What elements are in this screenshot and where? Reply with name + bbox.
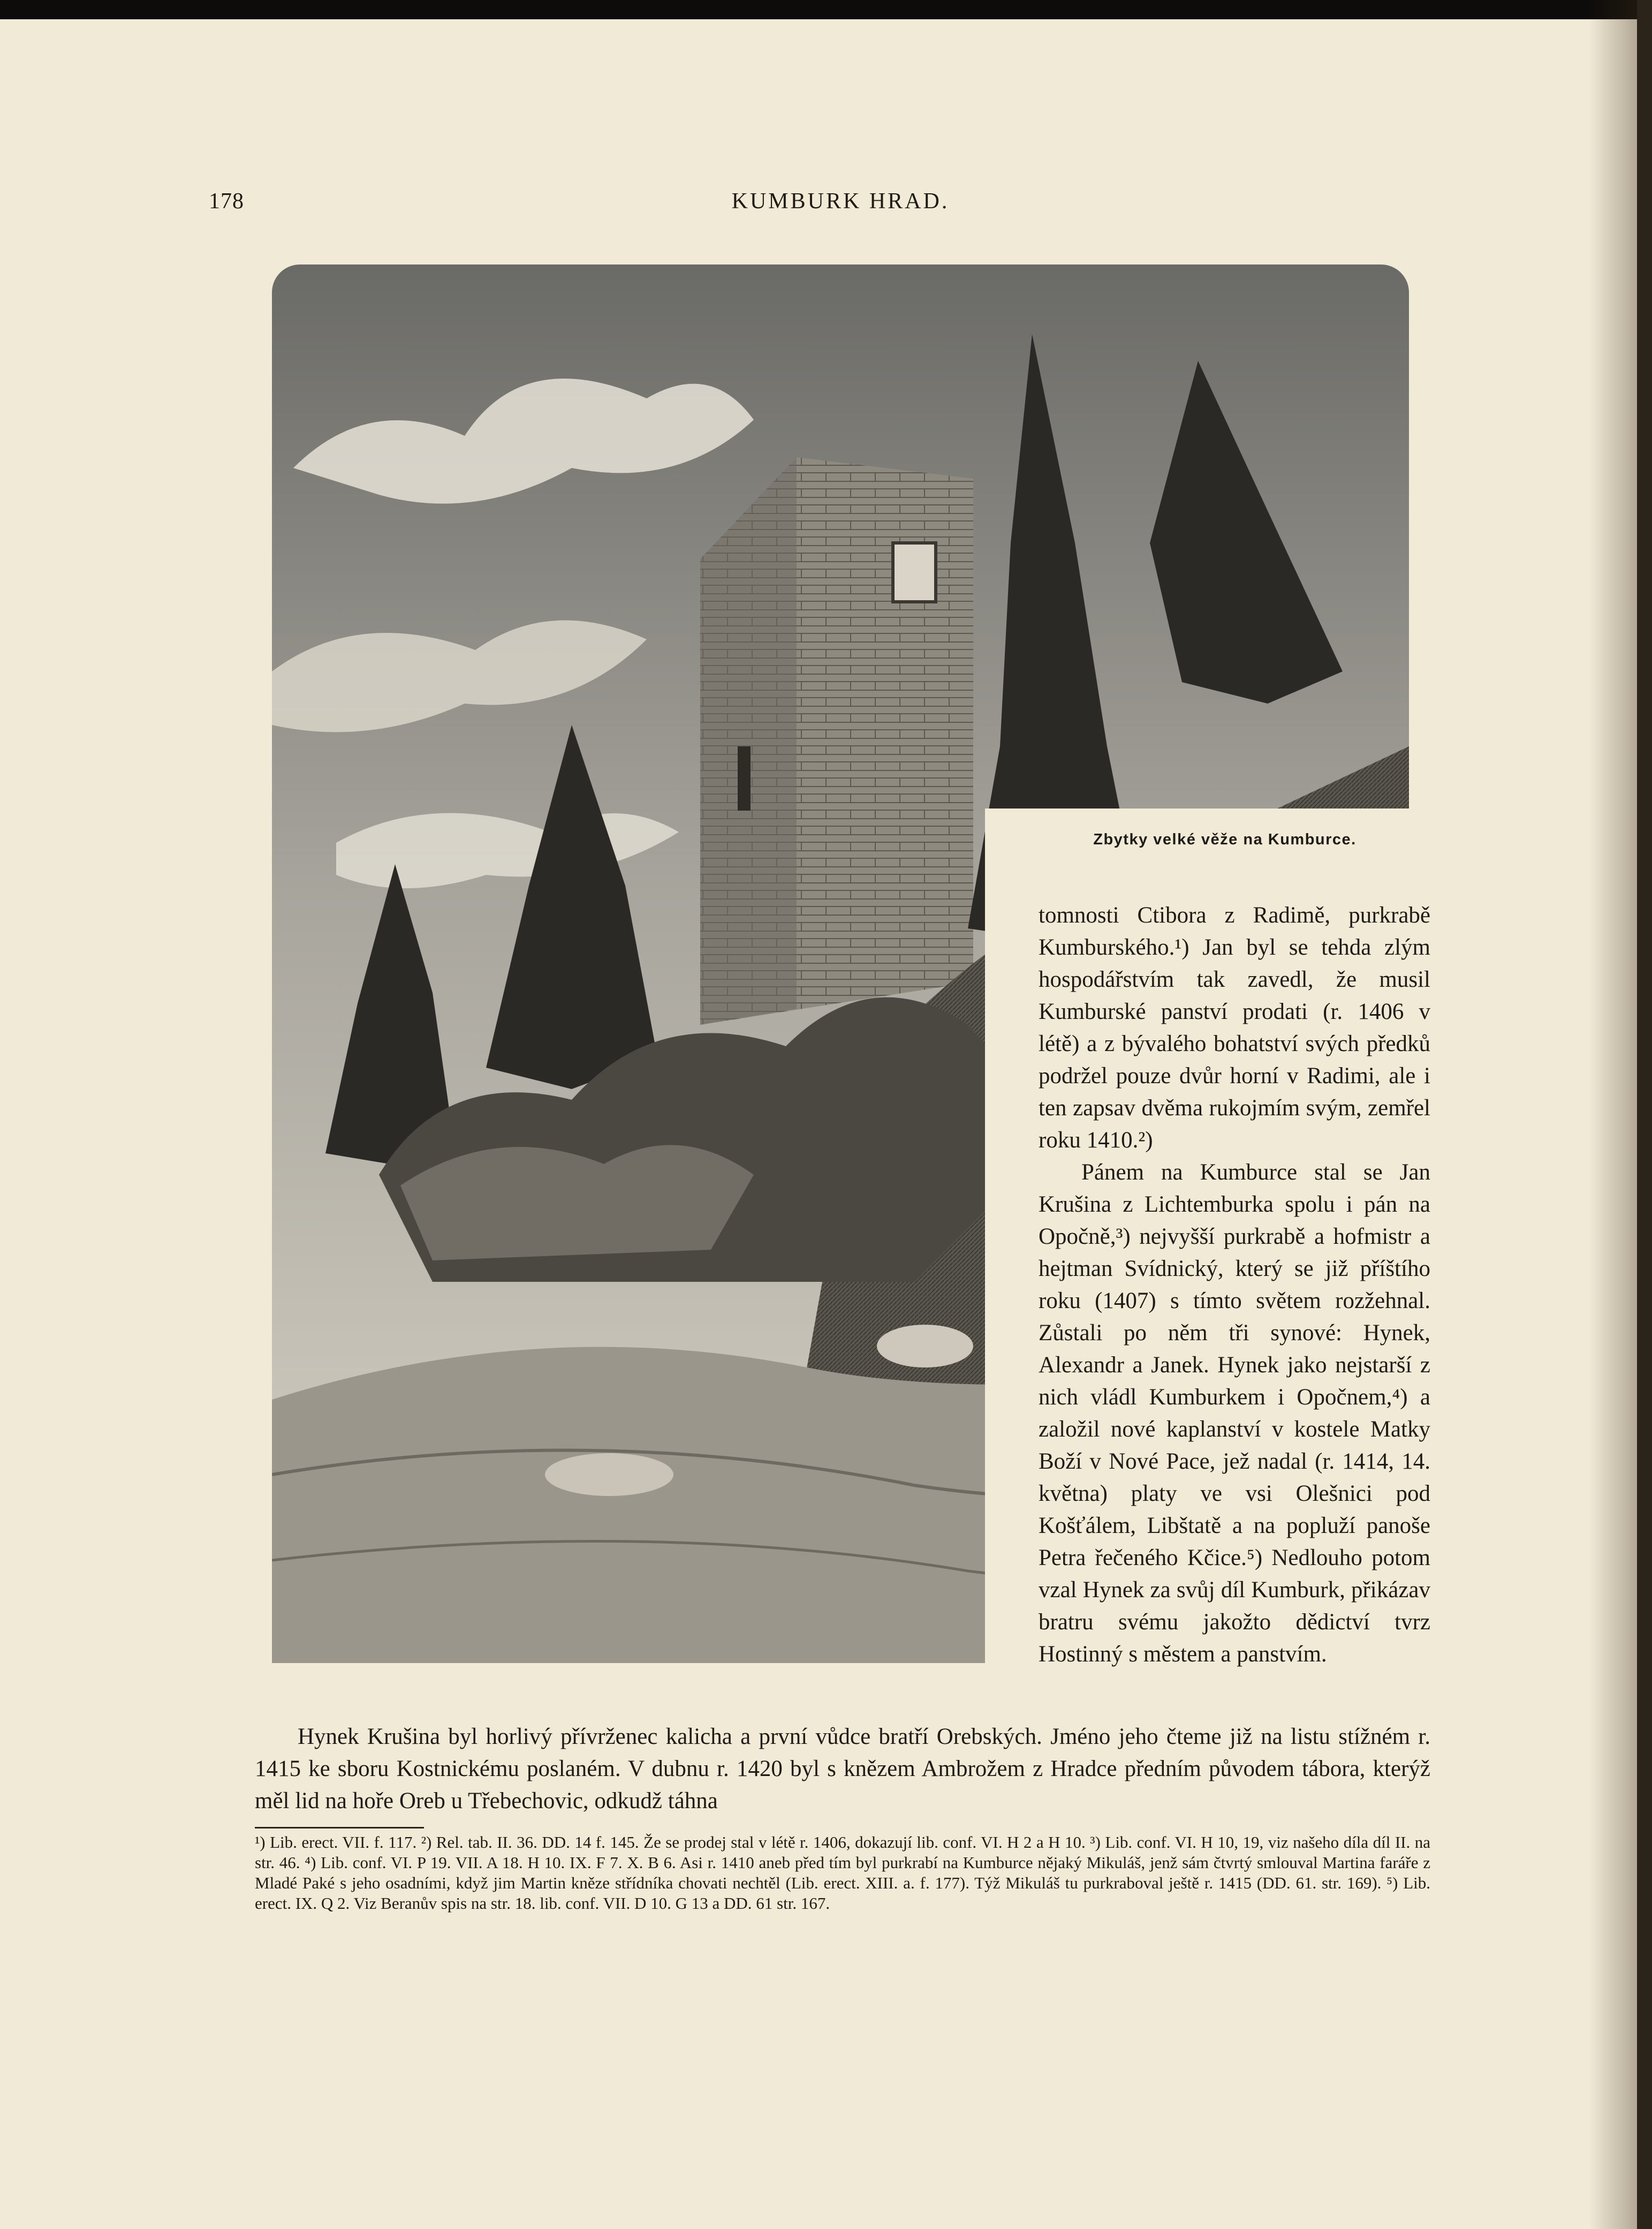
full-width-text bbox=[255, 1721, 1430, 1817]
illustration-caption: Zbytky velké věže na Kumburce. bbox=[1093, 831, 1357, 848]
running-head: KUMBURK HRAD. bbox=[731, 189, 950, 214]
page-header bbox=[209, 188, 1472, 226]
paragraph-2: Pánem na Kumburce stal se Jan Krušina z Lichtemburka spolu i pán na Opočně,³) nejvyšší purkrabě a hofmistr a hejtman Svídnický, který se již příštího roku (1407) s tímto světem rozžehnal. Zůstali po něm tři synové: Hynek, Alexandr a Janek. Hynek jako nejstarší z nich vládl Kumburkem i Opočnem,⁴) a založil nové kaplanství v kostele Matky Boží v Nové Pace, jež nadal (r. 1414, 14. května) platy ve vsi Olešnici pod Košťálem, Libštatě a na popluží panoše Petra řečeného Kčice.⁵) Nedlouho potom vzal Hynek za svůj díl Kumburk, přikázav bratru svému jakožto dědictví tvrz Hostinný s městem a panstvím. bbox=[1039, 1160, 1430, 1667]
side-column-text bbox=[1039, 900, 1430, 1671]
scan-border-right bbox=[1637, 0, 1652, 2229]
scan-border-top bbox=[0, 0, 1652, 19]
footnotes: ¹) Lib. erect. VII. f. 117. ²) Rel. tab. II. 36. DD. 14 f. 145. Že se prodej stal v létě r. 1406, dokazují lib. conf. VI. H 2 a H 10. ³) Lib. conf. VI. H 10, 19, viz našeho díla díl II. na str. 46. ⁴) Lib. conf. VI. P 19. VII. A 18. H 10. IX. F 7. X. B 6. Asi r. 1410 aneb před tím byl purkrabí na Kumburce nějaký Mikuláš, jenž sám čtvrtý smlouval Martina faráře z Mladé Paké s jeho osadními, když jim Martin kněze střídníka chovati nechtěl (Lib. erect. XIII. a. f. 177). Týž Mikuláš tu purkraboval ještě r. 1415 (DD. 61. str. 169). ⁵) Lib. erect. IX. Q 2. Viz Beranův spis na str. 18. lib. conf. VII. D 10. G 13 a DD. 61 str. 167. bbox=[255, 1833, 1430, 1913]
page-number: 178 bbox=[209, 189, 244, 214]
paragraph-3: Hynek Krušina byl horlivý přívrženec kalicha a první vůdce bratří Orebských. Jméno jeho čteme již na listu stížném r. 1415 ke sboru Kostnickému poslaném. V dubnu r. 1420 byl s knězem Ambrožem z Hradce předním původem tábora, kterýž měl lid na hoře Oreb u Třebechovic, odkudž táhna bbox=[255, 1724, 1430, 1814]
footnote-rule bbox=[255, 1827, 424, 1828]
paragraph-1: tomnosti Ctibora z Radimě, purkrabě Kumburského.¹) Jan byl se tehda zlým hospodářstvím tak zavedl, že musil Kumburské panství prodati (r. 1406 v létě) a z bývalého bohatství svých předků podržel pouze dvůr horní v Radimi, ale i ten zapsav dvěma rukojmím svým, zemřel roku 1410.²) bbox=[1039, 903, 1430, 1153]
binding-shadow bbox=[1589, 0, 1637, 2229]
